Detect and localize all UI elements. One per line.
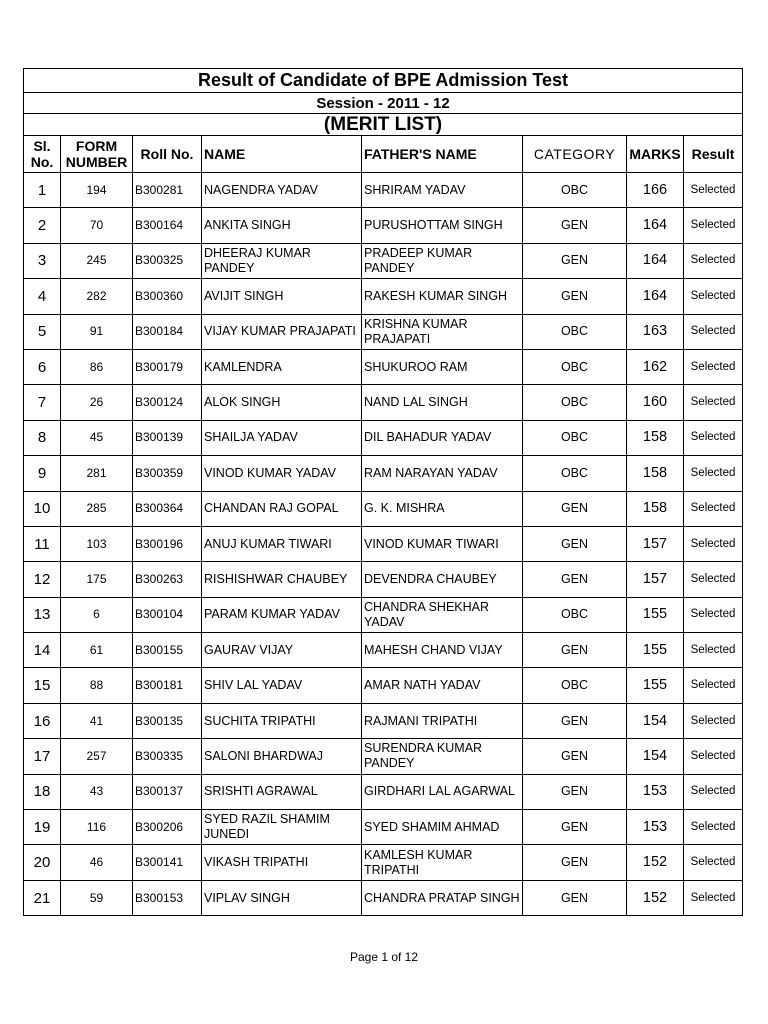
candidate-name-cell: ANKITA SINGH (202, 208, 362, 243)
table-row (24, 420, 743, 455)
roll-number-cell: B300335 (133, 739, 202, 774)
table-row (24, 880, 743, 915)
serial-number-cell: 9 (24, 456, 61, 491)
serial-number-cell: 12 (24, 562, 61, 597)
form-number-cell: 88 (61, 668, 133, 703)
serial-number-cell: 10 (24, 491, 61, 526)
marks-cell: 152 (627, 845, 684, 880)
fathers-name-cell: VINOD KUMAR TIWARI (362, 526, 523, 561)
result-cell: Selected (684, 845, 743, 880)
fathers-name-cell: GIRDHARI LAL AGARWAL (362, 774, 523, 809)
table-row (24, 279, 743, 314)
candidate-name-cell: SHAILJA YADAV (202, 420, 362, 455)
serial-number-cell: 4 (24, 279, 61, 314)
merit-list-table (23, 68, 743, 916)
table-row (24, 526, 743, 561)
candidate-name-cell: VIJAY KUMAR PRAJAPATI (202, 314, 362, 349)
form-number-cell: 43 (61, 774, 133, 809)
candidate-name-cell: RISHISHWAR CHAUBEY (202, 562, 362, 597)
table-row (24, 173, 743, 208)
serial-number-cell: 14 (24, 633, 61, 668)
serial-number-cell: 16 (24, 703, 61, 738)
fathers-name-cell: CHANDRA SHEKHAR YADAV (362, 597, 523, 632)
form-number-cell: 175 (61, 562, 133, 597)
candidate-name-cell: NAGENDRA YADAV (202, 173, 362, 208)
table-row (24, 845, 743, 880)
form-number-cell: 46 (61, 845, 133, 880)
fathers-name-cell: SYED SHAMIM AHMAD (362, 810, 523, 845)
category-cell: OBC (523, 668, 627, 703)
fathers-name-cell: DEVENDRA CHAUBEY (362, 562, 523, 597)
roll-number-cell: B300179 (133, 349, 202, 384)
serial-number-cell: 11 (24, 526, 61, 561)
result-cell: Selected (684, 420, 743, 455)
roll-number-cell: B300164 (133, 208, 202, 243)
table-row (24, 208, 743, 243)
serial-number-cell: 3 (24, 243, 61, 278)
roll-number-cell: B300325 (133, 243, 202, 278)
category-cell: GEN (523, 633, 627, 668)
marks-cell: 155 (627, 668, 684, 703)
header-fathers-name: FATHER'S NAME (362, 136, 523, 173)
result-cell: Selected (684, 385, 743, 420)
serial-number-cell: 19 (24, 810, 61, 845)
candidate-name-cell: ANUJ KUMAR TIWARI (202, 526, 362, 561)
roll-number-cell: B300281 (133, 173, 202, 208)
table-row (24, 774, 743, 809)
marks-cell: 164 (627, 208, 684, 243)
result-cell: Selected (684, 633, 743, 668)
category-cell: GEN (523, 208, 627, 243)
serial-number-cell: 1 (24, 173, 61, 208)
header-name: NAME (202, 136, 362, 173)
marks-cell: 152 (627, 880, 684, 915)
result-cell: Selected (684, 243, 743, 278)
roll-number-cell: B300155 (133, 633, 202, 668)
result-cell: Selected (684, 456, 743, 491)
form-number-cell: 194 (61, 173, 133, 208)
serial-number-cell: 13 (24, 597, 61, 632)
category-cell: GEN (523, 243, 627, 278)
fathers-name-cell: PURUSHOTTAM SINGH (362, 208, 523, 243)
marks-cell: 158 (627, 491, 684, 526)
form-number-cell: 70 (61, 208, 133, 243)
fathers-name-cell: NAND LAL SINGH (362, 385, 523, 420)
marks-cell: 158 (627, 456, 684, 491)
roll-number-cell: B300360 (133, 279, 202, 314)
result-cell: Selected (684, 314, 743, 349)
marks-cell: 153 (627, 810, 684, 845)
marks-cell: 163 (627, 314, 684, 349)
roll-number-cell: B300137 (133, 774, 202, 809)
candidate-name-cell: SRISHTI AGRAWAL (202, 774, 362, 809)
table-row (24, 597, 743, 632)
category-cell: GEN (523, 739, 627, 774)
table-row (24, 349, 743, 384)
table-row (24, 243, 743, 278)
marks-cell: 157 (627, 562, 684, 597)
form-number-cell: 41 (61, 703, 133, 738)
category-cell: OBC (523, 385, 627, 420)
candidate-name-cell: GAURAV VIJAY (202, 633, 362, 668)
result-cell: Selected (684, 208, 743, 243)
serial-number-cell: 17 (24, 739, 61, 774)
category-cell: OBC (523, 597, 627, 632)
roll-number-cell: B300135 (133, 703, 202, 738)
serial-number-cell: 15 (24, 668, 61, 703)
result-cell: Selected (684, 774, 743, 809)
candidate-name-cell: CHANDAN RAJ GOPAL (202, 491, 362, 526)
table-row (24, 703, 743, 738)
result-cell: Selected (684, 810, 743, 845)
roll-number-cell: B300153 (133, 880, 202, 915)
result-cell: Selected (684, 668, 743, 703)
fathers-name-cell: G. K. MISHRA (362, 491, 523, 526)
fathers-name-cell: SHRIRAM YADAV (362, 173, 523, 208)
candidate-name-cell: SYED RAZIL SHAMIM JUNEDI (202, 810, 362, 845)
candidate-name-cell: AVIJIT SINGH (202, 279, 362, 314)
category-cell: OBC (523, 349, 627, 384)
roll-number-cell: B300104 (133, 597, 202, 632)
category-cell: OBC (523, 456, 627, 491)
form-number-cell: 282 (61, 279, 133, 314)
form-number-cell: 45 (61, 420, 133, 455)
marks-cell: 154 (627, 703, 684, 738)
category-cell: GEN (523, 774, 627, 809)
candidate-name-cell: VIKASH TRIPATHI (202, 845, 362, 880)
form-number-cell: 257 (61, 739, 133, 774)
fathers-name-cell: CHANDRA PRATAP SINGH (362, 880, 523, 915)
session-label: Session - 2011 - 12 (24, 93, 743, 114)
category-cell: GEN (523, 491, 627, 526)
marks-cell: 155 (627, 597, 684, 632)
result-cell: Selected (684, 279, 743, 314)
serial-number-cell: 6 (24, 349, 61, 384)
candidate-name-cell: SUCHITA TRIPATHI (202, 703, 362, 738)
serial-number-cell: 2 (24, 208, 61, 243)
roll-number-cell: B300141 (133, 845, 202, 880)
page-number: Page 1 of 12 (349, 950, 419, 964)
serial-number-cell: 21 (24, 880, 61, 915)
form-number-cell: 6 (61, 597, 133, 632)
form-number-cell: 285 (61, 491, 133, 526)
category-cell: OBC (523, 173, 627, 208)
fathers-name-cell: AMAR NATH YADAV (362, 668, 523, 703)
header-result: Result (684, 136, 743, 173)
result-cell: Selected (684, 173, 743, 208)
serial-number-cell: 18 (24, 774, 61, 809)
marks-cell: 164 (627, 243, 684, 278)
column-header-row (24, 136, 743, 173)
table-row (24, 491, 743, 526)
fathers-name-cell: SURENDRA KUMAR PANDEY (362, 739, 523, 774)
merit-list-heading: (MERIT LIST) (24, 114, 743, 136)
serial-number-cell: 8 (24, 420, 61, 455)
roll-number-cell: B300364 (133, 491, 202, 526)
serial-number-cell: 20 (24, 845, 61, 880)
category-cell: GEN (523, 845, 627, 880)
category-cell: GEN (523, 880, 627, 915)
marks-cell: 157 (627, 526, 684, 561)
marks-cell: 160 (627, 385, 684, 420)
fathers-name-cell: KAMLESH KUMAR TRIPATHI (362, 845, 523, 880)
table-row (24, 668, 743, 703)
candidate-name-cell: DHEERAJ KUMAR PANDEY (202, 243, 362, 278)
form-number-cell: 245 (61, 243, 133, 278)
roll-number-cell: B300139 (133, 420, 202, 455)
roll-number-cell: B300181 (133, 668, 202, 703)
serial-number-cell: 5 (24, 314, 61, 349)
candidate-name-cell: KAMLENDRA (202, 349, 362, 384)
roll-number-cell: B300263 (133, 562, 202, 597)
header-roll-no: Roll No. (133, 136, 202, 173)
table-row (24, 633, 743, 668)
form-number-cell: 281 (61, 456, 133, 491)
result-cell: Selected (684, 880, 743, 915)
category-cell: GEN (523, 562, 627, 597)
roll-number-cell: B300184 (133, 314, 202, 349)
roll-number-cell: B300196 (133, 526, 202, 561)
marks-cell: 164 (627, 279, 684, 314)
candidate-name-cell: VIPLAV SINGH (202, 880, 362, 915)
fathers-name-cell: SHUKUROO RAM (362, 349, 523, 384)
fathers-name-cell: DIL BAHADUR YADAV (362, 420, 523, 455)
candidate-name-cell: SALONI BHARDWAJ (202, 739, 362, 774)
form-number-cell: 59 (61, 880, 133, 915)
marks-cell: 162 (627, 349, 684, 384)
result-cell: Selected (684, 526, 743, 561)
fathers-name-cell: PRADEEP KUMAR PANDEY (362, 243, 523, 278)
form-number-cell: 61 (61, 633, 133, 668)
fathers-name-cell: RAJMANI TRIPATHI (362, 703, 523, 738)
category-cell: GEN (523, 526, 627, 561)
table-row (24, 739, 743, 774)
result-cell: Selected (684, 597, 743, 632)
form-number-cell: 86 (61, 349, 133, 384)
form-number-cell: 26 (61, 385, 133, 420)
candidate-name-cell: SHIV LAL YADAV (202, 668, 362, 703)
marks-cell: 158 (627, 420, 684, 455)
table-row (24, 314, 743, 349)
category-cell: GEN (523, 810, 627, 845)
form-number-cell: 103 (61, 526, 133, 561)
header-sl-no: Sl. No. (24, 136, 61, 173)
result-cell: Selected (684, 491, 743, 526)
category-cell: OBC (523, 420, 627, 455)
result-cell: Selected (684, 349, 743, 384)
roll-number-cell: B300206 (133, 810, 202, 845)
merit-list-body (24, 173, 743, 916)
table-row (24, 456, 743, 491)
candidate-name-cell: ALOK SINGH (202, 385, 362, 420)
table-row (24, 385, 743, 420)
table-row (24, 810, 743, 845)
fathers-name-cell: RAKESH KUMAR SINGH (362, 279, 523, 314)
marks-cell: 155 (627, 633, 684, 668)
fathers-name-cell: KRISHNA KUMAR PRAJAPATI (362, 314, 523, 349)
document-title: Result of Candidate of BPE Admission Test (24, 69, 743, 93)
header-form-number: FORM NUMBER (61, 136, 133, 173)
serial-number-cell: 7 (24, 385, 61, 420)
marks-cell: 153 (627, 774, 684, 809)
roll-number-cell: B300124 (133, 385, 202, 420)
marks-cell: 166 (627, 173, 684, 208)
table-row (24, 562, 743, 597)
form-number-cell: 91 (61, 314, 133, 349)
result-cell: Selected (684, 739, 743, 774)
fathers-name-cell: MAHESH CHAND VIJAY (362, 633, 523, 668)
category-cell: OBC (523, 314, 627, 349)
category-cell: GEN (523, 279, 627, 314)
fathers-name-cell: RAM NARAYAN YADAV (362, 456, 523, 491)
header-category: CATEGORY (523, 136, 627, 173)
category-cell: GEN (523, 703, 627, 738)
result-cell: Selected (684, 562, 743, 597)
roll-number-cell: B300359 (133, 456, 202, 491)
candidate-name-cell: PARAM KUMAR YADAV (202, 597, 362, 632)
header-marks: MARKS (627, 136, 684, 173)
marks-cell: 154 (627, 739, 684, 774)
candidate-name-cell: VINOD KUMAR YADAV (202, 456, 362, 491)
result-cell: Selected (684, 703, 743, 738)
form-number-cell: 116 (61, 810, 133, 845)
